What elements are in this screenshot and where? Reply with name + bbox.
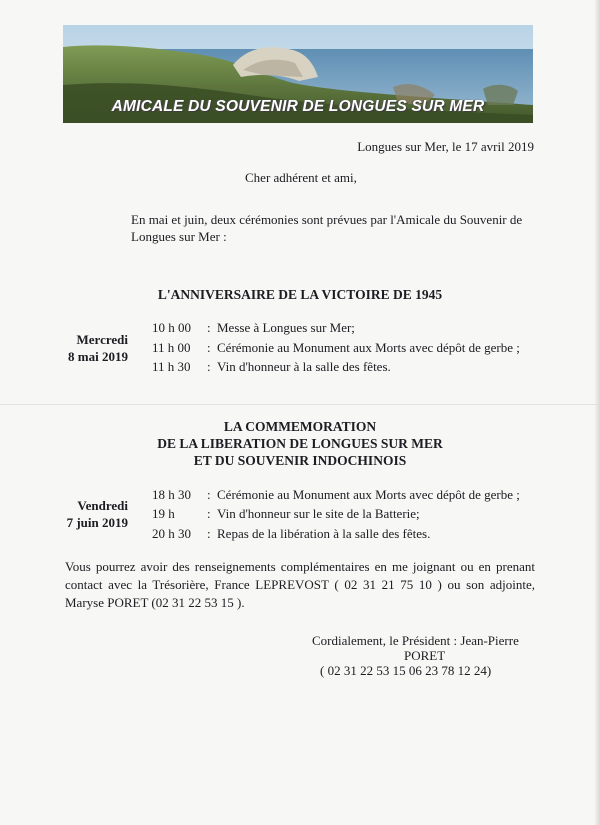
banner-title: AMICALE DU SOUVENIR DE LONGUES SUR MER xyxy=(111,98,485,115)
section2-date: 7 juin 2019 xyxy=(66,515,128,530)
paper-fold xyxy=(0,404,600,405)
event-separator: : xyxy=(207,359,211,374)
event-separator: : xyxy=(207,506,211,521)
section2-weekday: Vendredi xyxy=(77,498,128,513)
event-time: 19 h xyxy=(152,506,175,521)
intro-paragraph: En mai et juin, deux cérémonies sont prévues par l'Amicale du Souvenir de Longues sur Mer : xyxy=(131,212,523,244)
event-description: Repas de la libération à la salle des fêtes. xyxy=(217,526,431,541)
event-separator: : xyxy=(207,320,211,335)
event-description: Cérémonie au Monument aux Morts avec dépôt de gerbe ; xyxy=(217,487,520,502)
greeting: Cher adhérent et ami, xyxy=(245,170,357,185)
signature-phones: ( 02 31 22 53 15 06 23 78 12 24) xyxy=(320,663,492,678)
event-time: 11 h 00 xyxy=(152,340,191,355)
event-description: Vin d'honneur à la salle des fêtes. xyxy=(217,359,391,374)
event-time: 20 h 30 xyxy=(152,526,191,541)
event-separator: : xyxy=(207,526,211,541)
event-time: 10 h 00 xyxy=(152,320,191,335)
section2-title-line: ET DU SOUVENIR INDOCHINOIS xyxy=(193,453,407,468)
event-description: Messe à Longues sur Mer; xyxy=(217,320,355,335)
event-description: Cérémonie au Monument aux Morts avec dépôt de gerbe ; xyxy=(217,340,520,355)
paper-edge-shadow xyxy=(594,0,600,825)
event-time: 18 h 30 xyxy=(152,487,191,502)
section2-title-line: LA COMMEMORATION xyxy=(223,419,377,434)
section1-weekday: Mercredi xyxy=(76,332,128,347)
place-date: Longues sur Mer, le 17 avril 2019 xyxy=(357,139,534,154)
event-time: 11 h 30 xyxy=(152,359,191,374)
section2-title-line: DE LA LIBERATION DE LONGUES SUR MER xyxy=(157,436,443,451)
section2-title xyxy=(100,418,500,469)
signature-line: Cordialement, le Président : Jean-Pierre xyxy=(312,633,519,648)
section1-date-label xyxy=(38,331,128,365)
section2-date-label xyxy=(38,497,128,531)
section1-title: L'ANNIVERSAIRE DE LA VICTOIRE DE 1945 xyxy=(157,287,443,302)
event-separator: : xyxy=(207,487,211,502)
event-separator: : xyxy=(207,340,211,355)
event-description: Vin d'honneur sur le site de la Batterie; xyxy=(217,506,420,521)
section1-date: 8 mai 2019 xyxy=(68,349,128,364)
header-banner xyxy=(63,25,533,123)
closing-paragraph: Vous pourrez avoir des renseignements complémentaires en me joignant ou en prenant contact avec la Trésorière, France LEPREVOST ( 02 31 21 75 10 ) ou son adjointe, Maryse PORET (02 31 22 53 15 ). xyxy=(65,559,535,610)
signature-name: PORET xyxy=(404,648,446,663)
